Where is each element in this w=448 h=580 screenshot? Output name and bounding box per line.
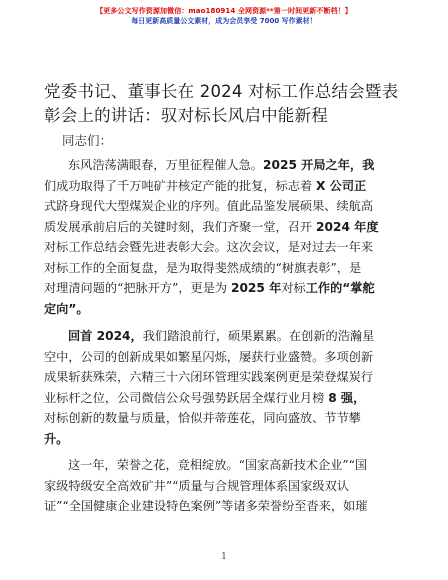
promo-banner [0,6,448,27]
paragraph-line: 空中，公司的创新成果如繁星闪烁，屡获行业盛赞。多项创新 [44,349,374,364]
paragraph-line: 式跻身现代大型煤炭企业的序列。值此品鉴发展硕果、续航高 [44,199,374,213]
paragraph-line: 业标杆之位，公司微信公众号强势跃居全煤行业月榜 8 强， [44,390,366,405]
document-title: 党委书记、董事长在 2024 对标工作总结会暨表彰会上的讲话：驭对标长风启中能新程 [44,82,399,125]
promo-banner-line-2: 每日更新高质量公文素材，成为会员享受 7000 写作素材！ [131,17,317,25]
paragraph-line: 质发展承前启后的关键时刻，我们齐聚一堂，召开 2024 年度 [44,219,379,234]
paragraph-line: 回首 2024，我们踏浪前行，硕果累累。在创新的浩瀚星 [68,329,375,343]
paragraph-line: 定向”。 [44,301,89,316]
promo-banner-line-1: 【更多公文写作资源加微信：mao180914 全网资源**第一时间更新不断档！】 [96,7,352,15]
paragraph-line: 升。 [44,431,69,446]
paragraph-line: 成果斩获殊荣，六精三十六闭环管理实践案例更是荣登煤炭行 [44,370,374,384]
paragraph-line: 对标工作的全面复盘，是为取得斐然成绩的“树旗表彰”，是 [44,260,362,275]
paragraph-line: 家级特级安全高效矿井”“质量与合规管理体系国家级双认 [44,478,349,493]
paragraph-line: 对标创新的数量与质量，恰似并蒂莲花，同向盛放、节节攀 [44,411,361,425]
paragraph-line: 们成功取得了千万吨矿井核定产能的批复，标志着 X 公司正 [44,178,367,193]
paragraph-line: 东风浩荡满眼春，万里征程催人急。2025 开局之年，我 [68,158,375,172]
paragraph-3 [44,455,408,517]
salutation: 同志们： [62,133,113,148]
paragraph-line: 对理清问题的“把脉开方”，更是为 2025 年对标工作的“掌舵 [44,281,375,295]
paragraph-1 [44,155,408,319]
paragraph-2 [44,326,408,449]
paragraph-line: 这一年，荣誉之花，竞相绽放。“国家高新技术企业”“国 [68,458,368,472]
paragraph-line: 证”“全国健康企业建设特色案例”等诸多荣誉纷至沓来，如璀 [44,499,368,513]
page-number: 1 [221,552,227,562]
paragraph-line: 对标工作总结会暨先进表彰大会。这次会议，是对过去一年来 [44,240,374,254]
